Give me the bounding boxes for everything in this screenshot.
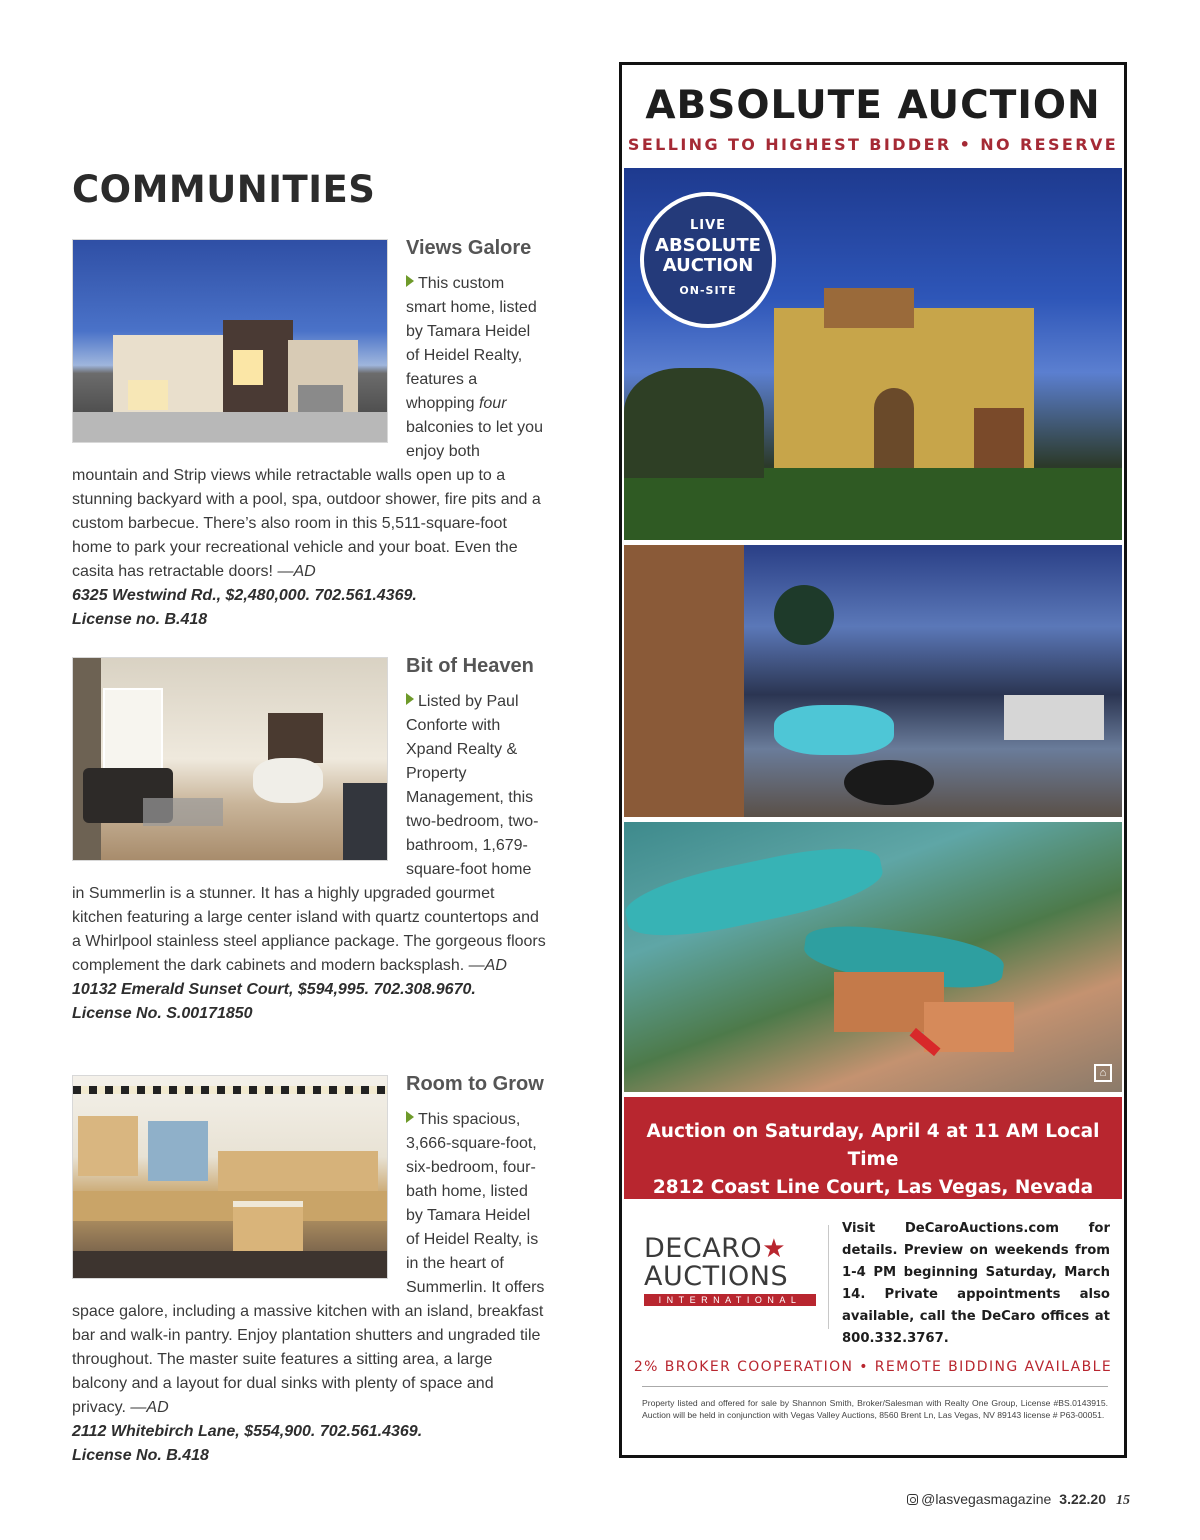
bullet-arrow-icon <box>406 275 414 287</box>
listing-bit-of-heaven <box>72 654 547 1026</box>
listing-license: License No. B.418 <box>72 1447 209 1464</box>
ad-photo-pool-lake <box>624 545 1122 817</box>
page-number: 15 <box>1116 1493 1130 1508</box>
ad-title: ABSOLUTE AUCTION <box>645 83 1101 128</box>
byline: —AD <box>468 957 507 974</box>
ad-photo-mansion-exterior <box>624 168 1122 540</box>
listing-license: License No. S.00171850 <box>72 1005 253 1022</box>
listing-heading: Bit of Heaven <box>406 655 534 677</box>
equal-housing-icon: ⌂ <box>1094 1064 1112 1082</box>
broker-cooperation: 2% BROKER COOPERATION • REMOTE BIDDING AVAILABLE <box>633 1359 1113 1375</box>
auction-info-band <box>624 1097 1122 1226</box>
byline: —AD <box>130 1399 169 1416</box>
bullet-arrow-icon <box>406 693 414 705</box>
listing-photo-living-room <box>72 657 388 861</box>
listing-body: This spacious, 3,666-square-foot, six-bedroom, four-bath home, listed by Tamara Heidel of Heidel Realty, is in the heart of Summerlin. It offers space galore, including a massive kitchen with an island, breakfast bar and walk-in pantry. Enjoy plantation shutters and ungraded tile throughout. The master suite features a sitting area, a large balcony and a layout for dual sinks with plenty of space and privacy. —AD <box>72 1111 545 1416</box>
listing-license: License no. B.418 <box>72 611 208 628</box>
listing-heading: Room to Grow <box>406 1073 544 1095</box>
bullet-arrow-icon <box>406 1111 414 1123</box>
auction-details: Visit DeCaroAuctions.com for details. Preview on weekends from 1-4 PM beginning Saturday, March 14. Private appointments also available, call the DeCaro offices at 800.332.3767. <box>842 1221 1110 1346</box>
auction-date: Auction on Saturday, April 4 at 11 AM Local Time <box>646 1121 1100 1170</box>
auction-address: 2812 Coast Line Court, Las Vegas, Nevada 89117 <box>652 1177 1094 1226</box>
ad-rule <box>642 1386 1108 1387</box>
section-title: COMMUNITIES <box>72 168 376 211</box>
listing-address: 2112 Whitebirch Lane, $554,900. 702.561.4369. <box>72 1423 423 1440</box>
issue-date: 3.22.20 <box>1059 1491 1106 1507</box>
ad-photo-aerial-lake <box>624 822 1122 1092</box>
listing-heading: Views Galore <box>406 237 532 259</box>
listing-room-to-grow <box>72 1072 547 1468</box>
page-footer <box>907 1491 1130 1509</box>
social-handle: @lasvegasmagazine <box>921 1491 1052 1507</box>
legal-disclaimer: Property listed and offered for sale by Shannon Smith, Broker/Salesman with Realty One Group, License #BS.0143915. Auction will be held in conjunction with Vegas Valley Auctions, 8560 Brent Ln, Las Vegas, NV 89143 license # P63-00051. <box>642 1398 1108 1420</box>
listing-body: Listed by Paul Conforte with Xpand Realty & Property Management, this two-bedroom, two-bathroom, 1,679-square-foot home in Summerlin is a stunner. It has a highly upgraded gourmet kitchen featuring a large center island with quartz countertops and a Whirlpool stainless steel appliance package. The gorgeous floors complement the dark cabinets and modern backsplash. —AD <box>72 693 546 974</box>
live-auction-badge: LIVE ABSOLUTE AUCTION ON-SITE <box>640 192 776 328</box>
listing-photo-modern-house <box>72 239 388 443</box>
ad-divider <box>828 1225 829 1329</box>
listing-address: 10132 Emerald Sunset Court, $594,995. 702.308.9670. <box>72 981 476 998</box>
listing-photo-kitchen <box>72 1075 388 1279</box>
listing-address: 6325 Westwind Rd., $2,480,000. 702.561.4369. <box>72 587 417 604</box>
auction-advertisement <box>619 62 1127 1458</box>
listing-body: This custom smart home, listed by Tamara Heidel of Heidel Realty, features a whopping four balconies to let you enjoy both mountain and Strip views while retractable walls open up to a stunning backyard with a pool, spa, outdoor shower, fire pits and a custom barbecue. There’s also room in this 5,511-square-foot home to park your recreational vehicle and your boat. Even the casita has retractable doors! —AD <box>72 275 543 580</box>
listing-views-galore <box>72 236 547 632</box>
star-icon: ★ <box>762 1234 786 1264</box>
byline: —AD <box>277 563 316 580</box>
ad-subtitle: SELLING TO HIGHEST BIDDER • NO RESERVE <box>627 135 1119 154</box>
instagram-icon <box>907 1494 918 1505</box>
decaro-auctions-logo: DECARO★ AUCTIONS INTERNATIONAL <box>644 1235 816 1306</box>
